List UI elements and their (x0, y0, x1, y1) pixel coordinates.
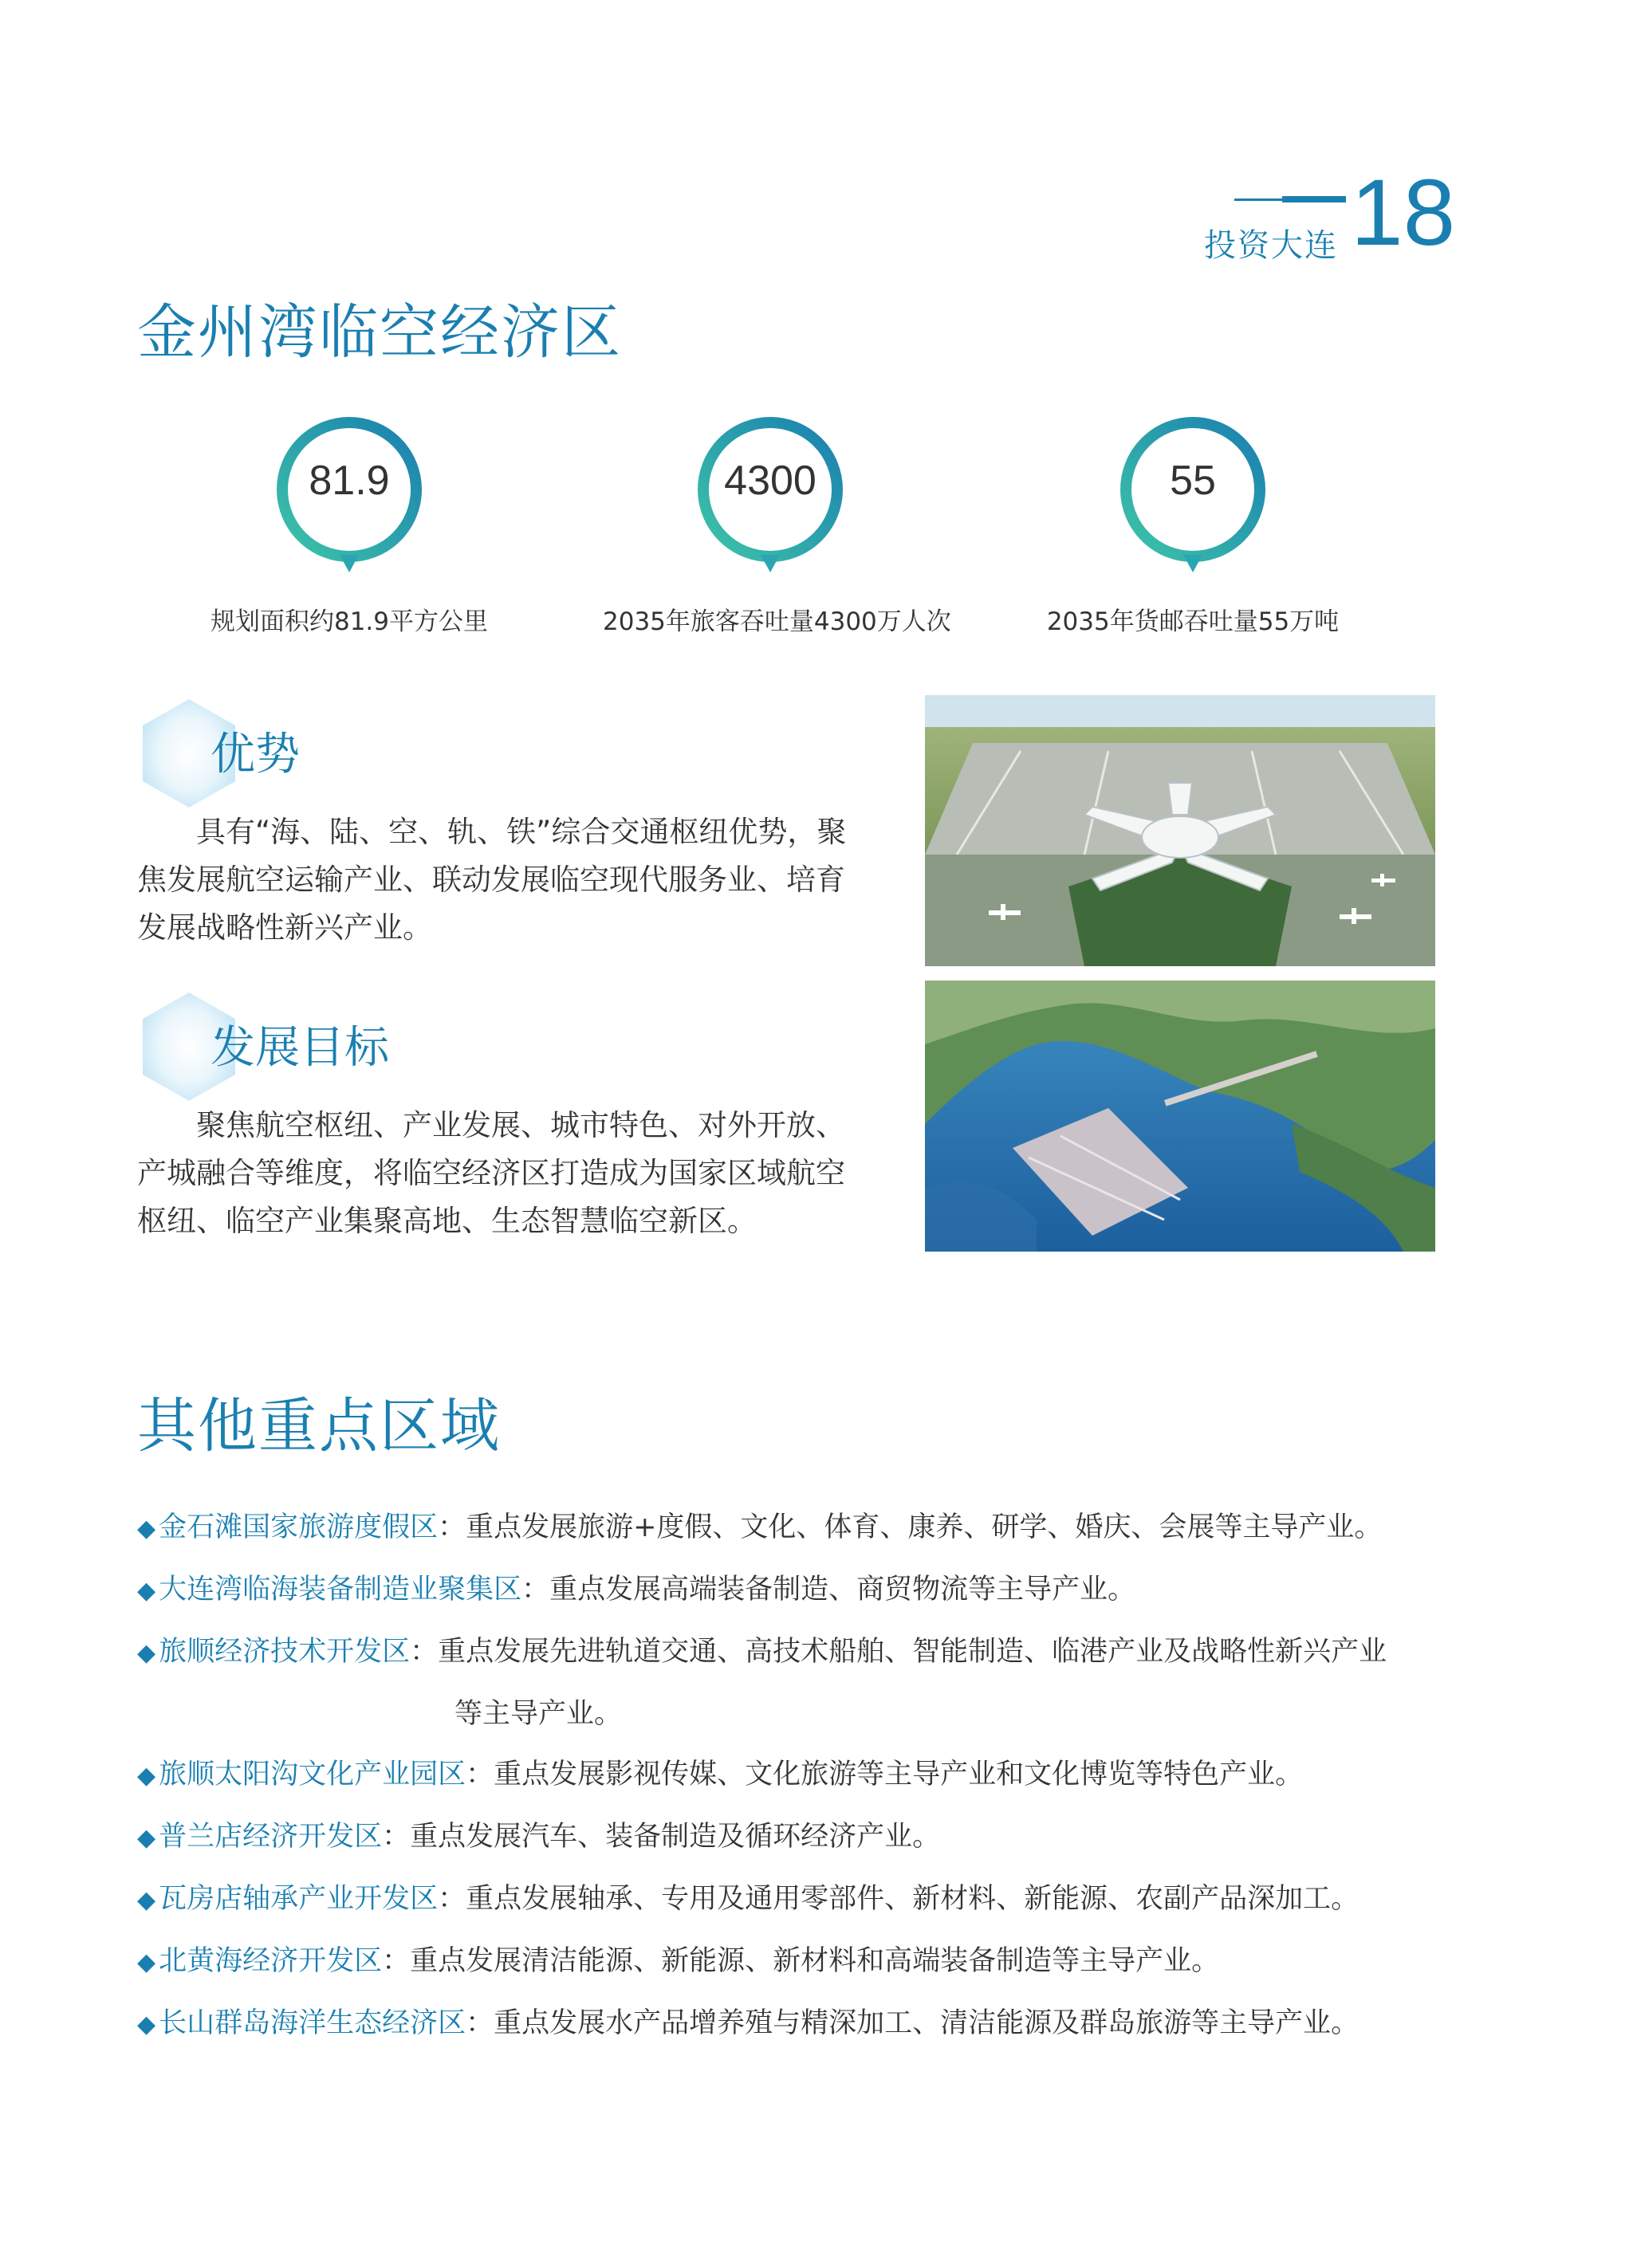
list-item (137, 1931, 1493, 1993)
key-zones-list (137, 1497, 1493, 2055)
diamond-bullet-icon: ◆ (137, 1515, 156, 1543)
diamond-bullet-icon: ◆ (137, 1886, 156, 1914)
zone-name: 北黄海经济开发区 (159, 1945, 383, 1977)
diamond-bullet-icon: ◆ (137, 1762, 156, 1790)
diamond-bullet-icon: ◆ (137, 1948, 156, 1976)
zone-description: ：重点发展汽车、装备制造及循环经济产业。 (382, 1821, 941, 1853)
zone-description: ：重点发展清洁能源、新能源、新材料和高端装备制造等主导产业。 (382, 1945, 1220, 1977)
page-number: 18 (1351, 160, 1456, 265)
zone-description: ：重点发展影视传媒、文化旅游等主导产业和文化博览等特色产业。 (466, 1759, 1304, 1790)
stat-value: 81.9 (309, 458, 390, 504)
diamond-bullet-icon: ◆ (137, 2011, 156, 2038)
stat-value: 55 (1170, 458, 1216, 504)
zone-name: 大连湾临海装备制造业聚集区 (159, 1574, 522, 1606)
stat-area (182, 413, 517, 637)
zone-description: ：重点发展水产品增养殖与精深加工、清洁能源及群岛旅游等主导产业。 (466, 2007, 1360, 2039)
list-item (137, 1869, 1493, 1931)
list-item (137, 1621, 1493, 1684)
goal-text: 聚焦航空枢纽、产业发展、城市特色、对外开放、产城融合等维度，将临空经济区打造成为国家区域航空枢纽、临空产业集聚高地、生态智慧临空新区。 (137, 1108, 845, 1238)
diamond-bullet-icon: ◆ (137, 1824, 156, 1852)
subheading-advantage (137, 695, 344, 815)
list-item (137, 1559, 1493, 1621)
zone-name: 瓦房店轴承产业开发区 (159, 1883, 439, 1915)
subheading-label: 发展目标 (211, 1022, 389, 1074)
stat-caption: 2035年旅客吞吐量4300万人次 (603, 607, 951, 636)
zone-description-continued: 等主导产业。 (454, 1698, 623, 1730)
zone-name: 旅顺太阳沟文化产业园区 (159, 1759, 466, 1790)
subheading-label: 优势 (211, 729, 300, 780)
diamond-bullet-icon: ◆ (137, 1577, 156, 1605)
zone-description: ：重点发展先进轨道交通、高技术船舶、智能制造、临港产业及战略性新兴产业 (410, 1636, 1387, 1668)
section-title-airport-zone: 金州湾临空经济区 (137, 298, 622, 367)
list-item (137, 1806, 1493, 1869)
header-label: 投资大连 (1204, 227, 1338, 264)
zone-name: 金石滩国家旅游度假区 (159, 1511, 439, 1543)
offshore-airport-photo (925, 981, 1435, 1252)
list-item (137, 1744, 1493, 1806)
stat-cargo (1025, 413, 1360, 637)
zone-description: ：重点发展轴承、专用及通用零部件、新材料、新能源、农副产品深加工。 (438, 1883, 1360, 1915)
airport-terminal-photo (925, 695, 1435, 966)
zone-name: 普兰店经济开发区 (159, 1821, 383, 1853)
stat-caption: 2035年货邮吞吐量55万吨 (1046, 607, 1340, 636)
list-item (137, 1993, 1493, 2055)
stat-value: 4300 (724, 458, 816, 504)
zone-description: ：重点发展旅游+度假、文化、体育、康养、研学、婚庆、会展等主导产业。 (438, 1511, 1383, 1543)
header-rule-thin (1234, 198, 1282, 201)
zone-name: 长山群岛海洋生态经济区 (159, 2007, 466, 2039)
stat-caption: 规划面积约81.9平方公里 (210, 607, 489, 636)
section-title-other-zones: 其他重点区域 (137, 1392, 501, 1460)
stat-passengers (603, 413, 951, 637)
subheading-goal (137, 989, 389, 1108)
zone-description: ：重点发展高端装备制造、商贸物流等主导产业。 (521, 1574, 1136, 1606)
header-rule-thick (1282, 196, 1346, 202)
list-item (137, 1497, 1493, 1559)
zone-name: 旅顺经济技术开发区 (159, 1636, 411, 1668)
advantage-text: 具有“海、陆、空、轨、铁”综合交通枢纽优势，聚焦发展航空运输产业、联动发展临空现代服务业、培育发展战略性新兴产业。 (137, 815, 847, 945)
diamond-bullet-icon: ◆ (137, 1639, 156, 1667)
